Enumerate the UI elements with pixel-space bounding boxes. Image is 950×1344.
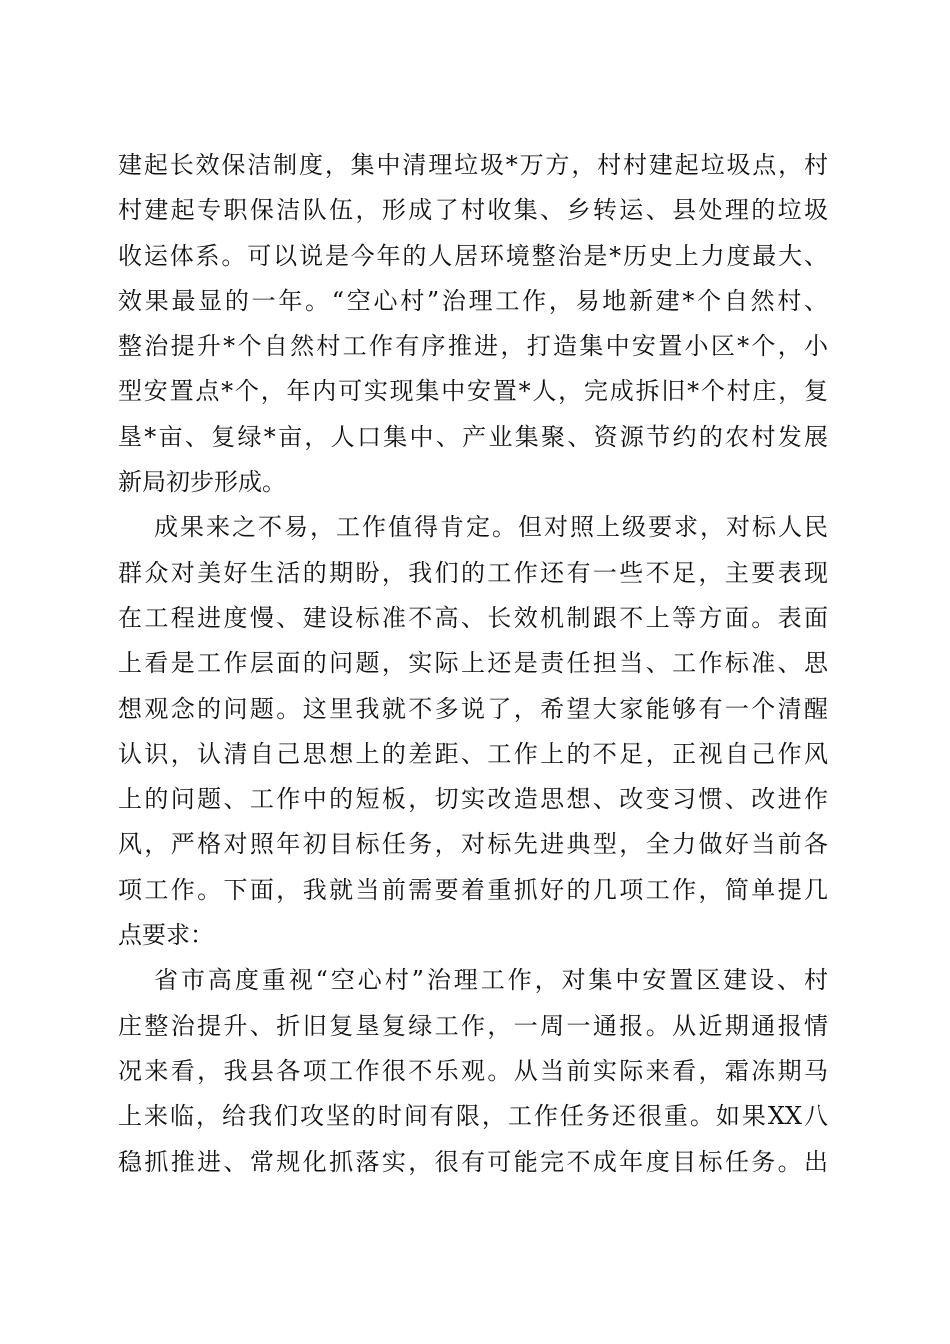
text-line: 建起长效保洁制度，集中清理垃圾*万方，村村建起垃圾点，村: [118, 151, 828, 179]
text-line: 想观念的问题。这里我就不多说了，希望大家能够有一个清醒: [118, 694, 828, 723]
text-line: 上看是工作层面的问题，实际上还是责任担当、工作标准、思: [118, 649, 828, 678]
text-line: 稳抓推进、常规化抓落实，很有可能完不成年度目标任务。出: [118, 1147, 828, 1176]
paragraph-first-line: 成果来之不易，工作值得肯定。但对照上级要求，对标人民: [154, 513, 828, 542]
text-line: 型安置点*个，年内可实现集中安置*人，完成拆旧*个村庄，复: [118, 377, 828, 406]
text-line: 庄整治提升、折旧复垦复绿工作，一周一通报。从近期通报情: [118, 1011, 828, 1040]
text-line: 况来看，我县各项工作很不乐观。从当前实际来看，霜冻期马: [118, 1056, 828, 1085]
text-line: 认识，认清自己思想上的差距、工作上的不足，正视自己作风: [118, 739, 828, 768]
text-line: 垦*亩、复绿*亩，人口集中、产业集聚、资源节约的农村发展: [118, 422, 828, 451]
text-line: 效果最显的一年。“空心村”治理工作，易地新建*个自然村、: [118, 286, 828, 315]
text-line: 风，严格对照年初目标任务，对标先进典型，全力做好当前各: [118, 830, 828, 859]
text-line: 项工作。下面，我就当前需要着重抓好的几项工作，简单提几: [118, 875, 828, 904]
text-line: 收运体系。可以说是今年的人居环境整治是*历史上力度最大、: [118, 241, 828, 270]
text-line: 村建起专职保洁队伍，形成了村收集、乡转运、县处理的垃圾: [118, 196, 828, 225]
text-line: 新局初步形成。: [118, 468, 286, 497]
paragraph-first-line: 省市高度重视“空心村”治理工作，对集中安置区建设、村: [154, 966, 828, 995]
text-line: 在工程进度慢、建设标准不高、长效机制跟不上等方面。表面: [118, 603, 828, 632]
text-line: 群众对美好生活的期盼，我们的工作还有一些不足，主要表现: [118, 558, 828, 587]
document-body: [118, 143, 828, 1185]
text-line: 点要求：: [118, 921, 214, 950]
text-line: 上的问题、工作中的短板，切实改造思想、改变习惯、改进作: [118, 785, 828, 814]
text-line: 整治提升*个自然村工作有序推进，打造集中安置小区*个，小: [118, 332, 828, 361]
text-line: 上来临，给我们攻坚的时间有限，工作任务还很重。如果XX八: [118, 1102, 828, 1131]
